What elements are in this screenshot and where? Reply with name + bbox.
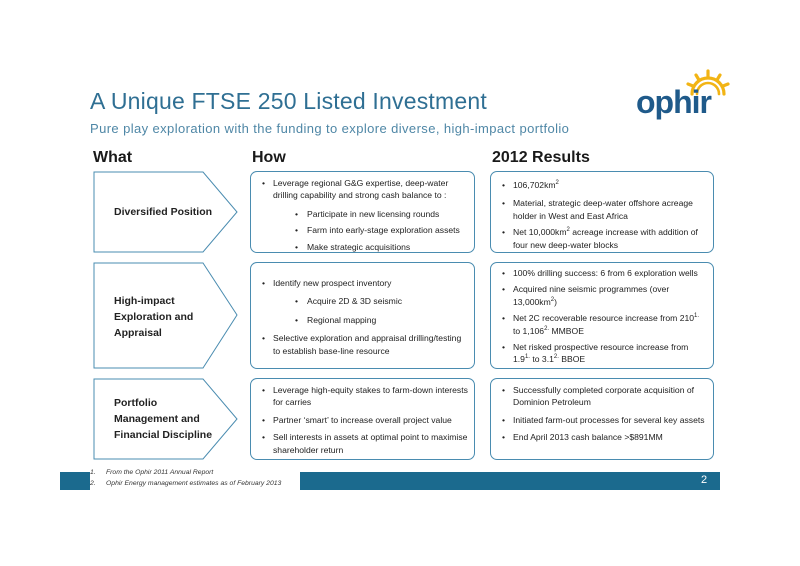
results-box-exploration bbox=[490, 262, 714, 369]
how-box-diversified bbox=[250, 171, 475, 253]
result-item: • Acquired nine seismic programmes (over $13,000km^2$) bbox=[497, 283, 707, 308]
column-header-what: What bbox=[93, 149, 133, 166]
what-label: High-impact Exploration and Appraisal bbox=[114, 295, 194, 339]
how-subitem: • Regional mapping bbox=[257, 314, 468, 326]
footnote: 1. From the Ophir 2011 Annual Report bbox=[90, 469, 214, 476]
page-title: A Unique FTSE 250 Listed Investment bbox=[90, 88, 487, 114]
result-item: • 100% drilling success: 6 from 6 exploration wells bbox=[497, 267, 707, 279]
how-subitem: • Farm into early-stage exploration assets bbox=[257, 224, 468, 236]
what-arrow-diversified bbox=[93, 171, 238, 253]
result-item: • Successfully completed corporate acquisition of Dominion Petroleum bbox=[497, 384, 707, 409]
result-item: • $106,702km^2$ bbox=[497, 179, 707, 191]
how-item: • Sell interests in assets at optimal point to maximise shareholder return bbox=[257, 431, 468, 456]
how-box-exploration bbox=[250, 262, 475, 369]
how-item: • Leverage high-equity stakes to farm-down interests for carries bbox=[257, 384, 468, 409]
results-box-portfolio bbox=[490, 378, 714, 460]
column-header-how: How bbox=[252, 149, 286, 166]
result-item: • Net 2C recoverable resource increase from $210^{1.}$ to $1,106^{2.}$ MMBOE bbox=[497, 312, 707, 337]
result-item: • End April 2013 cash balance >$891MM bbox=[497, 431, 707, 443]
how-subitem: • Acquire 2D & 3D seismic bbox=[257, 295, 468, 307]
result-item: • Net risked prospective resource increase from $1.9^{1.}$ to $3.1^{2.}$ BBOE bbox=[497, 341, 707, 366]
results-box-diversified bbox=[490, 171, 714, 253]
how-item: • Selective exploration and appraisal drilling/testing to establish base-line resource bbox=[257, 332, 468, 357]
what-label: Diversified Position bbox=[114, 206, 213, 218]
how-box-portfolio bbox=[250, 378, 475, 460]
ophir-logo bbox=[636, 70, 732, 124]
what-arrow-exploration bbox=[93, 262, 238, 369]
result-item: • Material, strategic deep-water offshore acreage holder in West and East Africa bbox=[497, 197, 707, 222]
what-arrow-portfolio bbox=[93, 378, 238, 460]
logo-wordmark: ophir bbox=[636, 84, 711, 120]
result-item: • Initiated farm-out processes for several key assets bbox=[497, 414, 707, 426]
footnote: 2. Ophir Energy management estimates as of February 2013 bbox=[90, 480, 282, 487]
how-subitem: • Participate in new licensing rounds bbox=[257, 208, 468, 220]
how-item: • Identify new prospect inventory bbox=[257, 277, 468, 289]
how-item: • Leverage regional G&G expertise, deep-water drilling capability and strong cash balance to : bbox=[257, 177, 468, 202]
column-header-results: 2012 Results bbox=[492, 149, 590, 166]
how-item: • Partner ‘smart’ to increase overall project value bbox=[257, 414, 468, 426]
result-item: • Net $10,000km^2$ acreage increase with addition of four new deep-water blocks bbox=[497, 226, 707, 251]
page-number: 2 bbox=[701, 474, 708, 486]
page-subtitle: Pure play exploration with the funding to explore diverse, high-impact portfolio bbox=[90, 121, 570, 136]
how-subitem: • Make strategic acquisitions bbox=[257, 241, 468, 253]
what-label: Portfolio Management and Financial Discipline bbox=[114, 397, 213, 441]
